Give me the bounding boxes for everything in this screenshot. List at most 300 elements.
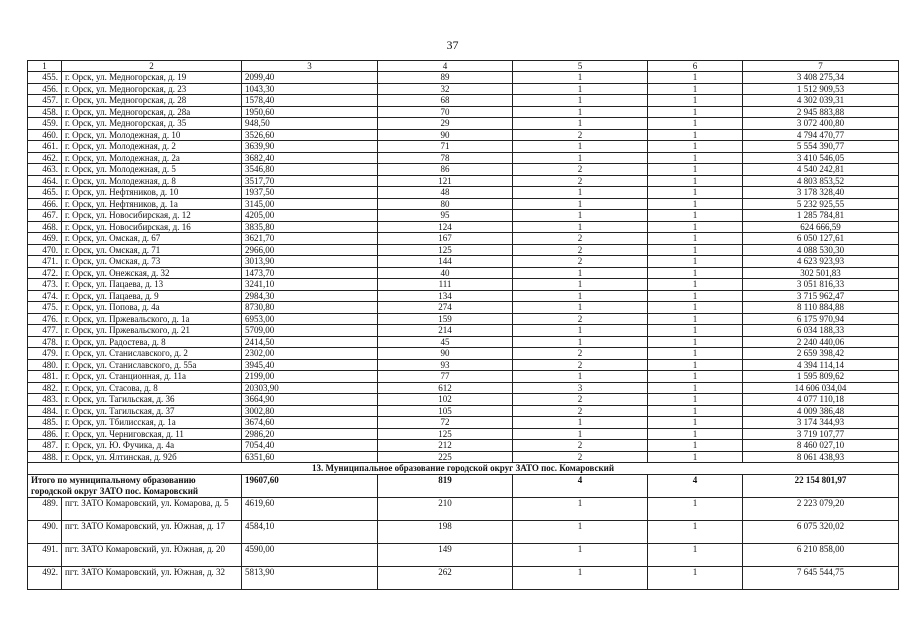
column-5-cell: 1 — [513, 106, 648, 118]
column-6-cell: 1 — [648, 256, 743, 268]
cost-cell: 1 285 784,81 — [743, 210, 899, 222]
area-cell: 3682,40 — [242, 152, 378, 164]
row-number: 466. — [28, 198, 62, 210]
column-5-cell: 2 — [513, 405, 648, 417]
area-cell: 5813,90 — [242, 566, 378, 589]
column-4-cell: 40 — [378, 267, 513, 279]
address-cell: г. Орск, ул. Молодежная, д. 2а — [62, 152, 242, 164]
cost-cell: 7 645 544,75 — [743, 566, 899, 589]
address-cell: пгт. ЗАТО Комаровский, ул. Южная, д. 20 — [62, 543, 242, 566]
area-cell: 1937,50 — [242, 187, 378, 199]
column-4-cell: 210 — [378, 497, 513, 520]
column-6-cell: 1 — [648, 233, 743, 245]
cost-cell: 8 061 438,93 — [743, 451, 899, 463]
column-4-cell: 134 — [378, 290, 513, 302]
row-number: 472. — [28, 267, 62, 279]
table-row — [28, 141, 899, 153]
area-cell: 2986,20 — [242, 428, 378, 440]
area-cell: 2302,00 — [242, 348, 378, 360]
row-number: 474. — [28, 290, 62, 302]
address-cell: г. Орск, ул. Омская, д. 71 — [62, 244, 242, 256]
column-5-cell: 2 — [513, 451, 648, 463]
row-number: 457. — [28, 95, 62, 107]
row-number: 463. — [28, 164, 62, 176]
column-5-cell: 3 — [513, 382, 648, 394]
column-4-cell: 214 — [378, 325, 513, 337]
area-cell: 3002,80 — [242, 405, 378, 417]
column-6-cell: 1 — [648, 394, 743, 406]
row-number: 489. — [28, 497, 62, 520]
area-cell: 2414,50 — [242, 336, 378, 348]
column-5-cell: 1 — [513, 520, 648, 543]
column-6-cell: 1 — [648, 129, 743, 141]
table-row — [28, 371, 899, 383]
registry-table — [27, 60, 899, 590]
cost-cell: 6 050 127,61 — [743, 233, 899, 245]
address-cell: г. Орск, ул. Молодежная, д. 10 — [62, 129, 242, 141]
row-number: 459. — [28, 118, 62, 130]
table-row — [28, 118, 899, 130]
column-5-cell: 1 — [513, 336, 648, 348]
column-number: 5 — [513, 61, 648, 72]
column-5-cell: 2 — [513, 440, 648, 452]
address-cell: пгт. ЗАТО Комаровский, ул. Комарова, д. 5 — [62, 497, 242, 520]
column-6-cell: 1 — [648, 244, 743, 256]
cost-cell: 4 394 114,14 — [743, 359, 899, 371]
column-number: 7 — [743, 61, 899, 72]
row-number: 462. — [28, 152, 62, 164]
cost-cell: 3 178 328,40 — [743, 187, 899, 199]
cost-cell: 8 460 027,10 — [743, 440, 899, 452]
column-5-cell: 1 — [513, 566, 648, 589]
address-cell: г. Орск, ул. Станиславского, д. 2 — [62, 348, 242, 360]
address-cell: г. Орск, ул. Станиславского, д. 55а — [62, 359, 242, 371]
column-4-cell: 93 — [378, 359, 513, 371]
column-5-cell: 2 — [513, 129, 648, 141]
column-4-cell: 105 — [378, 405, 513, 417]
column-6-cell: 1 — [648, 187, 743, 199]
row-number: 479. — [28, 348, 62, 360]
total-column-6: 4 — [648, 474, 743, 497]
row-number: 468. — [28, 221, 62, 233]
area-cell: 3945,40 — [242, 359, 378, 371]
row-number: 478. — [28, 336, 62, 348]
column-number: 3 — [242, 61, 378, 72]
column-5-cell: 1 — [513, 371, 648, 383]
address-cell: г. Орск, ул. Медногорская, д. 35 — [62, 118, 242, 130]
area-cell: 3835,80 — [242, 221, 378, 233]
column-6-cell: 1 — [648, 221, 743, 233]
page-number: 37 — [446, 38, 459, 52]
cost-cell: 6 075 320,02 — [743, 520, 899, 543]
column-6-cell: 1 — [648, 175, 743, 187]
address-cell: г. Орск, ул. Медногорская, д. 28 — [62, 95, 242, 107]
area-cell: 6953,00 — [242, 313, 378, 325]
row-number: 465. — [28, 187, 62, 199]
area-cell: 4205,00 — [242, 210, 378, 222]
area-cell: 948,50 — [242, 118, 378, 130]
row-number: 461. — [28, 141, 62, 153]
table-row — [28, 95, 899, 107]
row-number: 460. — [28, 129, 62, 141]
cost-cell: 4 302 039,31 — [743, 95, 899, 107]
column-5-cell: 2 — [513, 256, 648, 268]
cost-cell: 3 715 962,47 — [743, 290, 899, 302]
area-cell: 6351,60 — [242, 451, 378, 463]
table-row — [28, 267, 899, 279]
address-cell: г. Орск, ул. Молодежная, д. 5 — [62, 164, 242, 176]
address-cell: г. Орск, ул. Медногорская, д. 23 — [62, 83, 242, 95]
column-5-cell: 1 — [513, 221, 648, 233]
cost-cell: 6 034 188,33 — [743, 325, 899, 337]
column-6-cell: 1 — [648, 118, 743, 130]
column-4-cell: 121 — [378, 175, 513, 187]
row-number: 476. — [28, 313, 62, 325]
table-row — [28, 302, 899, 314]
row-number: 464. — [28, 175, 62, 187]
column-6-cell: 1 — [648, 371, 743, 383]
table-row — [28, 210, 899, 222]
address-cell: г. Орск, ул. Нефтяников, д. 1а — [62, 198, 242, 210]
table-row — [28, 290, 899, 302]
column-5-cell: 1 — [513, 118, 648, 130]
cost-cell: 6 210 858,00 — [743, 543, 899, 566]
column-4-cell: 198 — [378, 520, 513, 543]
cost-cell: 4 623 923,93 — [743, 256, 899, 268]
column-5-cell: 1 — [513, 325, 648, 337]
column-5-cell: 2 — [513, 233, 648, 245]
column-6-cell: 1 — [648, 428, 743, 440]
column-4-cell: 144 — [378, 256, 513, 268]
column-6-cell: 1 — [648, 417, 743, 429]
address-cell: г. Орск, ул. Новосибирская, д. 16 — [62, 221, 242, 233]
table-row — [28, 405, 899, 417]
table-row — [28, 129, 899, 141]
column-4-cell: 90 — [378, 129, 513, 141]
column-4-cell: 111 — [378, 279, 513, 291]
table-row — [28, 198, 899, 210]
column-4-cell: 95 — [378, 210, 513, 222]
cost-cell: 2 223 079,20 — [743, 497, 899, 520]
row-number: 458. — [28, 106, 62, 118]
column-4-cell: 32 — [378, 83, 513, 95]
total-cost: 22 154 801,97 — [743, 474, 899, 497]
area-cell: 1578,40 — [242, 95, 378, 107]
column-5-cell: 2 — [513, 359, 648, 371]
column-4-cell: 77 — [378, 371, 513, 383]
area-cell: 3674,60 — [242, 417, 378, 429]
table-row — [28, 175, 899, 187]
area-cell: 1043,30 — [242, 83, 378, 95]
column-5-cell: 1 — [513, 152, 648, 164]
column-6-cell: 1 — [648, 72, 743, 84]
area-cell: 3664,90 — [242, 394, 378, 406]
cost-cell: 14 606 034,04 — [743, 382, 899, 394]
cost-cell: 4 794 470,77 — [743, 129, 899, 141]
column-6-cell: 1 — [648, 440, 743, 452]
address-cell: г. Орск, ул. Медногорская, д. 28а — [62, 106, 242, 118]
table-row — [28, 348, 899, 360]
column-6-cell: 1 — [648, 267, 743, 279]
area-cell: 3013,90 — [242, 256, 378, 268]
address-cell: г. Орск, ул. Онежская, д. 32 — [62, 267, 242, 279]
cost-cell: 2 659 398,42 — [743, 348, 899, 360]
row-number: 486. — [28, 428, 62, 440]
column-5-cell: 1 — [513, 290, 648, 302]
column-5-cell: 2 — [513, 394, 648, 406]
column-6-cell: 1 — [648, 106, 743, 118]
area-cell: 1950,60 — [242, 106, 378, 118]
total-row — [28, 474, 899, 497]
total-label: Итого по муниципальному образованию городской округ ЗАТО пос. Комаровский — [28, 474, 242, 497]
table-row — [28, 359, 899, 371]
cost-cell: 3 408 275,34 — [743, 72, 899, 84]
cost-cell: 3 051 816,33 — [743, 279, 899, 291]
address-cell: г. Орск, ул. Черниговская, д. 11 — [62, 428, 242, 440]
column-5-cell: 1 — [513, 187, 648, 199]
row-number: 470. — [28, 244, 62, 256]
column-4-cell: 125 — [378, 244, 513, 256]
column-number: 2 — [62, 61, 242, 72]
table-row — [28, 336, 899, 348]
address-cell: г. Орск, ул. Новосибирская, д. 12 — [62, 210, 242, 222]
area-cell: 4619,60 — [242, 497, 378, 520]
address-cell: г. Орск, ул. Молодежная, д. 2 — [62, 141, 242, 153]
row-number: 473. — [28, 279, 62, 291]
column-6-cell: 1 — [648, 198, 743, 210]
table-row — [28, 428, 899, 440]
cost-cell: 5 554 390,77 — [743, 141, 899, 153]
row-number: 483. — [28, 394, 62, 406]
cost-cell: 4 088 530,30 — [743, 244, 899, 256]
row-number: 482. — [28, 382, 62, 394]
column-4-cell: 149 — [378, 543, 513, 566]
cost-cell: 4 077 110,18 — [743, 394, 899, 406]
area-cell: 3241,10 — [242, 279, 378, 291]
column-5-cell: 1 — [513, 210, 648, 222]
column-6-cell: 1 — [648, 451, 743, 463]
cost-cell: 4 009 386,48 — [743, 405, 899, 417]
table-row — [28, 440, 899, 452]
column-4-cell: 48 — [378, 187, 513, 199]
table-row — [28, 497, 899, 520]
table-row — [28, 152, 899, 164]
table-row — [28, 520, 899, 543]
column-4-cell: 45 — [378, 336, 513, 348]
column-6-cell: 1 — [648, 359, 743, 371]
column-5-cell: 1 — [513, 198, 648, 210]
row-number: 491. — [28, 543, 62, 566]
column-5-cell: 1 — [513, 141, 648, 153]
column-6-cell: 1 — [648, 566, 743, 589]
column-4-cell: 167 — [378, 233, 513, 245]
area-cell: 3517,70 — [242, 175, 378, 187]
column-6-cell: 1 — [648, 279, 743, 291]
column-5-cell: 2 — [513, 175, 648, 187]
address-cell: г. Орск, ул. Стасова, д. 8 — [62, 382, 242, 394]
table-row — [28, 244, 899, 256]
table-row — [28, 566, 899, 589]
table-row — [28, 543, 899, 566]
table-row — [28, 83, 899, 95]
address-cell: г. Орск, ул. Нефтяников, д. 10 — [62, 187, 242, 199]
address-cell: г. Орск, ул. Медногорская, д. 19 — [62, 72, 242, 84]
column-4-cell: 78 — [378, 152, 513, 164]
column-5-cell: 1 — [513, 497, 648, 520]
column-6-cell: 1 — [648, 210, 743, 222]
area-cell: 2984,30 — [242, 290, 378, 302]
table-row — [28, 325, 899, 337]
area-cell: 20303,90 — [242, 382, 378, 394]
address-cell: г. Орск, ул. Попова, д. 4а — [62, 302, 242, 314]
table-row — [28, 394, 899, 406]
table-row — [28, 382, 899, 394]
column-4-cell: 71 — [378, 141, 513, 153]
column-5-cell: 1 — [513, 95, 648, 107]
area-cell: 3639,90 — [242, 141, 378, 153]
column-4-cell: 29 — [378, 118, 513, 130]
column-6-cell: 1 — [648, 152, 743, 164]
column-5-cell: 1 — [513, 543, 648, 566]
cost-cell: 1 595 809,62 — [743, 371, 899, 383]
column-6-cell: 1 — [648, 382, 743, 394]
column-6-cell: 1 — [648, 497, 743, 520]
table-row — [28, 106, 899, 118]
table-row — [28, 256, 899, 268]
address-cell: г. Орск, ул. Тагильская, д. 36 — [62, 394, 242, 406]
column-4-cell: 262 — [378, 566, 513, 589]
column-6-cell: 1 — [648, 543, 743, 566]
column-6-cell: 1 — [648, 325, 743, 337]
total-area: 19607,60 — [242, 474, 378, 497]
column-4-cell: 159 — [378, 313, 513, 325]
row-number: 455. — [28, 72, 62, 84]
column-5-cell: 1 — [513, 279, 648, 291]
column-5-cell: 2 — [513, 313, 648, 325]
row-number: 477. — [28, 325, 62, 337]
area-cell: 4590,00 — [242, 543, 378, 566]
area-cell: 4584,10 — [242, 520, 378, 543]
section-heading-row — [28, 463, 899, 475]
area-cell: 2099,40 — [242, 72, 378, 84]
cost-cell: 5 232 925,55 — [743, 198, 899, 210]
section-heading: 13. Муниципальное образование городской округ ЗАТО пос. Комаровский — [28, 463, 899, 475]
cost-cell: 302 501,83 — [743, 267, 899, 279]
row-number: 488. — [28, 451, 62, 463]
column-4-cell: 90 — [378, 348, 513, 360]
area-cell: 2966,00 — [242, 244, 378, 256]
row-number: 480. — [28, 359, 62, 371]
address-cell: г. Орск, ул. Пржевальского, д. 1а — [62, 313, 242, 325]
column-4-cell: 274 — [378, 302, 513, 314]
column-number: 4 — [378, 61, 513, 72]
address-cell: г. Орск, ул. Молодежная, д. 8 — [62, 175, 242, 187]
address-cell: г. Орск, ул. Тбилисская, д. 1а — [62, 417, 242, 429]
column-6-cell: 1 — [648, 83, 743, 95]
column-4-cell: 86 — [378, 164, 513, 176]
table-row — [28, 417, 899, 429]
row-number: 475. — [28, 302, 62, 314]
column-5-cell: 1 — [513, 83, 648, 95]
column-6-cell: 1 — [648, 313, 743, 325]
column-6-cell: 1 — [648, 302, 743, 314]
column-4-cell: 124 — [378, 221, 513, 233]
column-4-cell: 612 — [378, 382, 513, 394]
cost-cell: 8 110 884,88 — [743, 302, 899, 314]
area-cell: 7054,40 — [242, 440, 378, 452]
column-5-cell: 1 — [513, 417, 648, 429]
cost-cell: 6 175 970,94 — [743, 313, 899, 325]
address-cell: г. Орск, ул. Ялтинская, д. 92б — [62, 451, 242, 463]
column-4-cell: 212 — [378, 440, 513, 452]
row-number: 490. — [28, 520, 62, 543]
column-number: 1 — [28, 61, 62, 72]
area-cell: 1473,70 — [242, 267, 378, 279]
address-cell: г. Орск, ул. Омская, д. 67 — [62, 233, 242, 245]
table-row — [28, 187, 899, 199]
column-6-cell: 1 — [648, 290, 743, 302]
column-4-cell: 72 — [378, 417, 513, 429]
row-number: 471. — [28, 256, 62, 268]
column-5-cell: 1 — [513, 267, 648, 279]
address-cell: пгт. ЗАТО Комаровский, ул. Южная, д. 32 — [62, 566, 242, 589]
row-number: 467. — [28, 210, 62, 222]
column-4-cell: 80 — [378, 198, 513, 210]
address-cell: г. Орск, ул. Станционная, д. 11а — [62, 371, 242, 383]
column-5-cell: 2 — [513, 244, 648, 256]
table-row — [28, 279, 899, 291]
cost-cell: 624 666,59 — [743, 221, 899, 233]
area-cell: 3145,00 — [242, 198, 378, 210]
area-cell: 8730,80 — [242, 302, 378, 314]
column-4-cell: 125 — [378, 428, 513, 440]
column-5-cell: 1 — [513, 72, 648, 84]
total-column-4: 819 — [378, 474, 513, 497]
column-5-cell: 1 — [513, 428, 648, 440]
column-6-cell: 1 — [648, 95, 743, 107]
table-row — [28, 72, 899, 84]
column-4-cell: 68 — [378, 95, 513, 107]
row-number: 484. — [28, 405, 62, 417]
column-6-cell: 1 — [648, 520, 743, 543]
column-5-cell: 2 — [513, 348, 648, 360]
address-cell: г. Орск, ул. Омская, д. 73 — [62, 256, 242, 268]
column-number-row — [28, 61, 899, 72]
area-cell: 2199,00 — [242, 371, 378, 383]
address-cell: г. Орск, ул. Ю. Фучика, д. 4а — [62, 440, 242, 452]
area-cell: 3546,80 — [242, 164, 378, 176]
column-5-cell: 1 — [513, 302, 648, 314]
cost-cell: 3 174 344,93 — [743, 417, 899, 429]
area-cell: 3526,60 — [242, 129, 378, 141]
cost-cell: 2 945 883,88 — [743, 106, 899, 118]
address-cell: пгт. ЗАТО Комаровский, ул. Южная, д. 17 — [62, 520, 242, 543]
column-6-cell: 1 — [648, 405, 743, 417]
row-number: 481. — [28, 371, 62, 383]
column-6-cell: 1 — [648, 336, 743, 348]
cost-cell: 1 512 909,53 — [743, 83, 899, 95]
column-4-cell: 102 — [378, 394, 513, 406]
column-6-cell: 1 — [648, 164, 743, 176]
address-cell: г. Орск, ул. Тагильская, д. 37 — [62, 405, 242, 417]
table-row — [28, 233, 899, 245]
column-6-cell: 1 — [648, 348, 743, 360]
row-number: 492. — [28, 566, 62, 589]
total-column-5: 4 — [513, 474, 648, 497]
table-row — [28, 164, 899, 176]
table-row — [28, 451, 899, 463]
cost-cell: 3 072 400,80 — [743, 118, 899, 130]
